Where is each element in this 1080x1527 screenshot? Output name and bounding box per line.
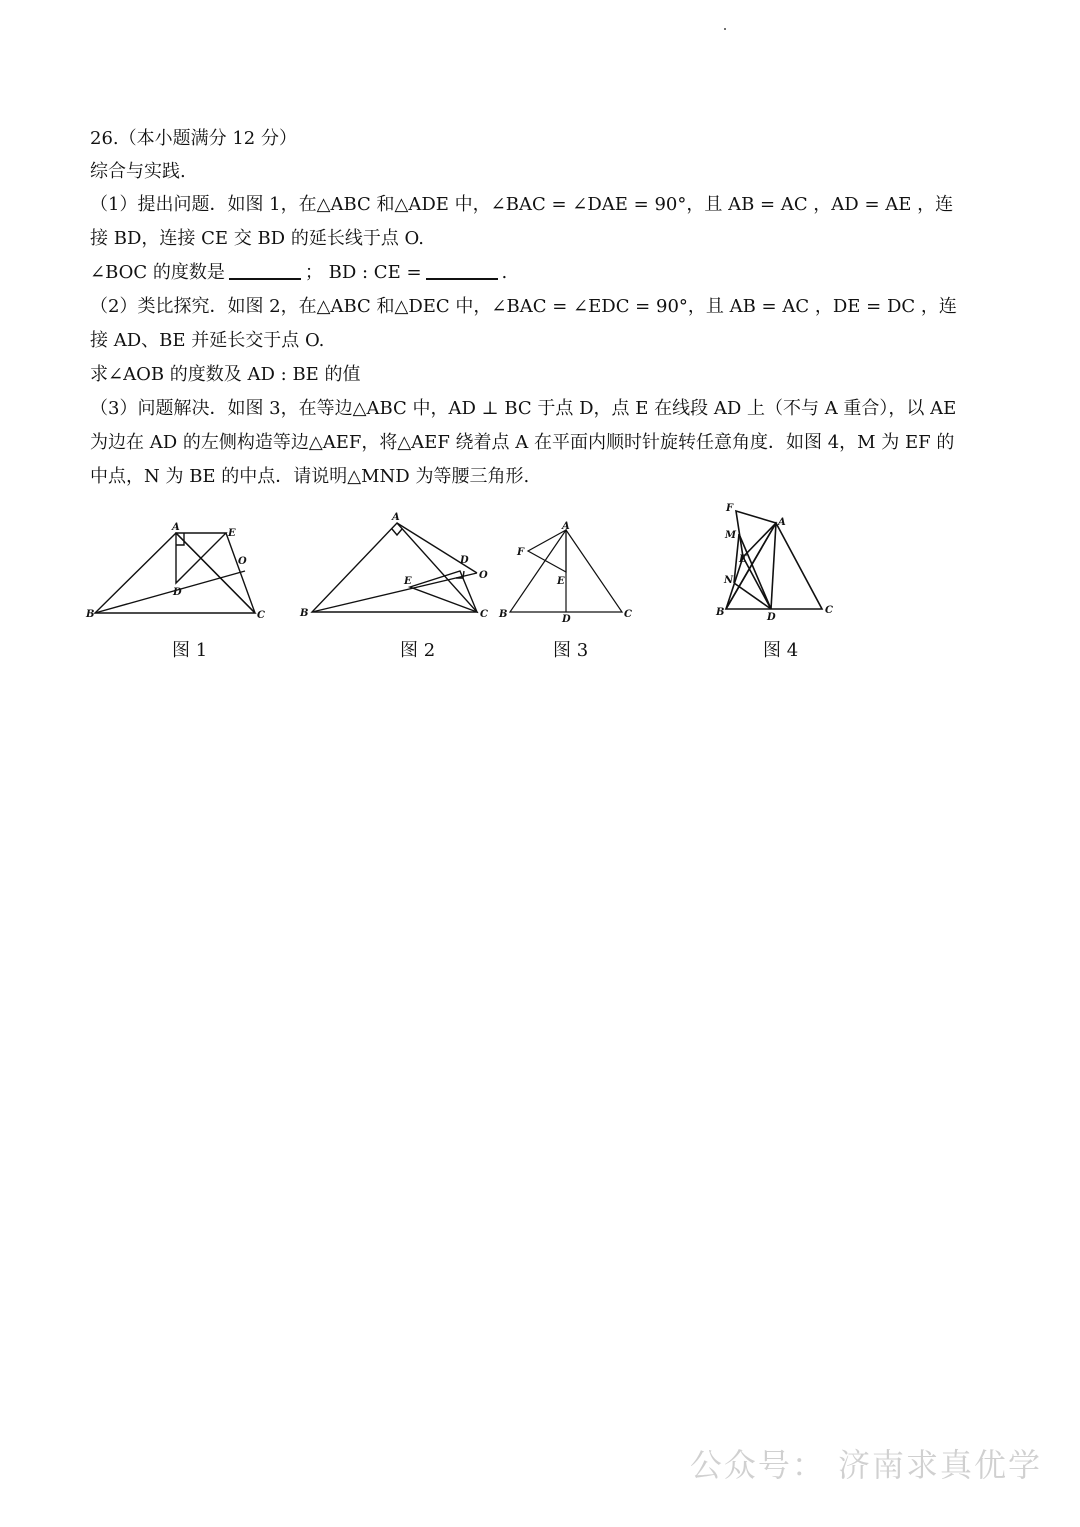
figure-1-diagram xyxy=(80,515,280,630)
separator: ； xyxy=(304,262,323,283)
part1-ratio-question: BD : CE = xyxy=(328,262,422,283)
problem-header: 26.（本小题满分 12 分） xyxy=(90,128,297,149)
answer-blank-angle[interactable] xyxy=(229,260,301,280)
fig3-label-E: E xyxy=(557,576,565,587)
answer-blank-ratio[interactable] xyxy=(426,260,498,280)
fig2-label-C: C xyxy=(480,609,488,620)
figure-1-caption: 图 1 xyxy=(172,640,208,661)
part2-line3: 求∠AOB 的度数及 AD : BE 的值 xyxy=(90,364,361,385)
fig1-label-B: B xyxy=(86,609,95,620)
part1-question xyxy=(90,260,507,286)
figure-4-diagram xyxy=(712,500,847,625)
fig3-label-A: A xyxy=(562,521,570,532)
part1-line1: （1）提出问题．如图 1，在△ABC 和△ADE 中，∠BAC = ∠DAE = 90°，且 AB = AC ，AD = AE ，连 xyxy=(90,194,954,215)
fig1-label-E: E xyxy=(228,528,236,539)
fig2-label-A: A xyxy=(392,512,400,523)
figure-2-caption: 图 2 xyxy=(400,640,436,661)
part1-line2: 接 BD，连接 CE 交 BD 的延长线于点 O. xyxy=(90,228,424,249)
fig3-label-B: B xyxy=(499,609,508,620)
figure-2-diagram xyxy=(292,505,502,630)
fig4-label-M: M xyxy=(725,530,737,541)
fig2-label-D: D xyxy=(460,555,469,566)
problem-intro: 综合与实践. xyxy=(90,161,186,182)
figure-1 xyxy=(80,515,280,630)
fig4-label-D: D xyxy=(767,612,776,623)
fig2-label-B: B xyxy=(300,608,309,619)
part3-line1: （3）问题解决．如图 3，在等边△ABC 中，AD ⊥ BC 于点 D，点 E 在线段 AD 上（不与 A 重合），以 AE xyxy=(90,398,957,419)
figure-3-diagram xyxy=(495,518,640,628)
fig1-label-A: A xyxy=(172,522,180,533)
sentence-end: . xyxy=(501,262,508,283)
part1-angle-question: ∠BOC 的度数是 xyxy=(90,262,225,283)
fig3-label-C: C xyxy=(624,609,632,620)
fig4-label-E: E xyxy=(739,554,747,565)
fig1-label-O: O xyxy=(238,556,247,567)
part3-line2: 为边在 AD 的左侧构造等边△AEF，将△AEF 绕着点 A 在平面内顺时针旋转任意角度．如图 4，M 为 EF 的 xyxy=(90,432,955,453)
fig4-label-C: C xyxy=(825,605,833,616)
fig2-label-O: O xyxy=(479,570,488,581)
fig2-label-E: E xyxy=(404,576,412,587)
figure-4-caption: 图 4 xyxy=(763,640,799,661)
watermark: 公众号： 济南求真优学 xyxy=(689,1446,1042,1484)
fig3-label-D: D xyxy=(562,614,571,625)
figure-4 xyxy=(712,500,847,625)
figure-3 xyxy=(495,518,640,628)
fig4-label-B: B xyxy=(716,607,725,618)
fig3-label-F: F xyxy=(517,547,525,558)
fig1-label-C: C xyxy=(257,610,265,621)
figure-2 xyxy=(292,505,502,630)
part2-line2: 接 AD、BE 并延长交于点 O. xyxy=(90,330,325,351)
page-speck xyxy=(724,28,726,30)
fig1-label-D: D xyxy=(173,587,182,598)
part2-line1: （2）类比探究．如图 2，在△ABC 和△DEC 中，∠BAC = ∠EDC = 90°，且 AB = AC ，DE = DC ，连 xyxy=(90,296,957,317)
fig4-label-A: A xyxy=(778,517,786,528)
figure-3-caption: 图 3 xyxy=(553,640,589,661)
fig4-label-N: N xyxy=(724,575,734,586)
part3-line3: 中点，N 为 BE 的中点．请说明△MND 为等腰三角形. xyxy=(90,466,530,487)
fig4-label-F: F xyxy=(726,503,734,514)
